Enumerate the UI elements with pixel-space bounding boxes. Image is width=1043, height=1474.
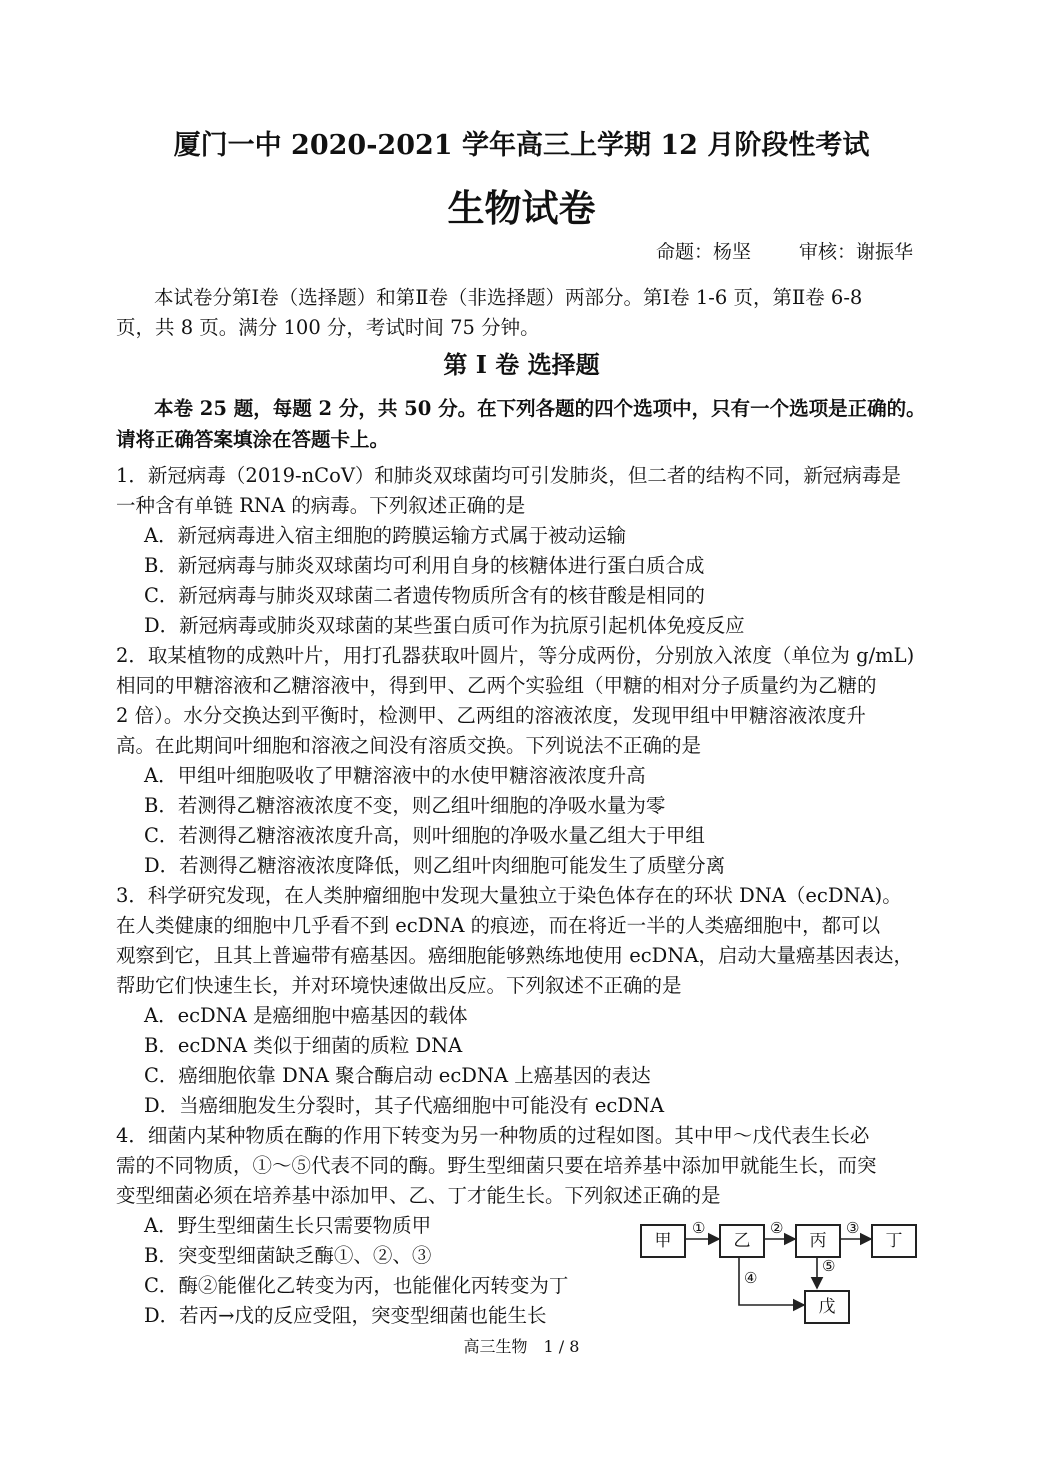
enzyme-2-label: ② [770,1219,784,1237]
question-4-line-3: 变型细菌必须在培养基中添加甲、乙、丁才能生长。下列叙述正确的是 [116,1184,721,1207]
node-bing: 丙 [795,1224,841,1258]
question-3-line-4: 帮助它们快速生长，并对环境快速做出反应。下列叙述不正确的是 [116,974,682,997]
question-4-line-2: 需的不同物质，①～⑤代表不同的酶。野生型细菌只要在培养基中添加甲就能生长，而突 [116,1154,877,1177]
node-jia: 甲 [640,1224,686,1258]
intro-line-2: 页，共 8 页。满分 100 分，考试时间 75 分钟。 [116,316,540,339]
question-1-option-d: D．新冠病毒或肺炎双球菌的某些蛋白质可作为抗原引起机体免疫反应 [144,614,745,637]
question-4-line-1: 4．细菌内某种物质在酶的作用下转变为另一种物质的过程如图。其中甲～戊代表生长必 [116,1124,870,1147]
question-4-option-d: D．若丙→戊的反应受阻，突变型细菌也能生长 [144,1304,547,1327]
question-1-line-2: 一种含有单链 RNA 的病毒。下列叙述正确的是 [116,494,526,517]
question-3-line-1: 3．科学研究发现，在人类肿瘤细胞中发现大量独立于染色体存在的环状 DNA（ecDNA)。 [116,884,902,907]
enzyme-1-label: ① [692,1219,706,1237]
question-2-option-b: B．若测得乙糖溶液浓度不变，则乙组叶细胞的净吸水量为零 [144,794,666,817]
enzyme-5-label: ⑤ [822,1257,836,1275]
question-2-option-c: C．若测得乙糖溶液浓度升高，则叶细胞的净吸水量乙组大于甲组 [144,824,705,847]
question-2-line-4: 高。在此期间叶细胞和溶液之间没有溶质交换。下列说法不正确的是 [116,734,702,757]
question-2-line-3: 2 倍）。水分交换达到平衡时，检测甲、乙两组的溶液浓度，发现甲组中甲糖溶液浓度升 [116,704,866,727]
question-3-option-a: A．ecDNA 是癌细胞中癌基因的载体 [144,1004,468,1027]
question-2-line-1: 2．取某植物的成熟叶片，用打孔器获取叶圆片，等分成两份，分别放入浓度（单位为 g/mL) [116,644,915,667]
exam-subtitle: 生物试卷 [447,186,596,230]
question-4-option-c: C．酶②能催化乙转变为丙，也能催化丙转变为丁 [144,1274,569,1297]
page-footer: 高三生物 1 / 8 [463,1337,580,1356]
question-2-option-d: D．若测得乙糖溶液浓度降低，则乙组叶肉细胞可能发生了质壁分离 [144,854,726,877]
node-yi: 乙 [719,1224,765,1258]
section-instruction-1: 本卷 25 题，每题 2 分，共 50 分。在下列各题的四个选项中，只有一个选项是正确的。 [154,397,926,420]
exam-title: 厦门一中 2020-2021 学年高三上学期 12 月阶段性考试 [173,130,870,161]
question-3-option-c: C．癌细胞依靠 DNA 聚合酶启动 ecDNA 上癌基因的表达 [144,1064,651,1087]
enzyme-3-label: ③ [846,1219,860,1237]
question-4-option-b: B．突变型细菌缺乏酶①、②、③ [144,1244,432,1267]
question-4-option-a: A．野生型细菌生长只需要物质甲 [144,1214,432,1237]
question-1-option-a: A．新冠病毒进入宿主细胞的跨膜运输方式属于被动运输 [144,524,627,547]
intro-line-1: 本试卷分第Ⅰ卷（选择题）和第Ⅱ卷（非选择题）两部分。第Ⅰ卷 1-6 页，第Ⅱ卷 6-8 [154,286,863,309]
reviewer: 审核：谢振华 [799,241,914,263]
question-3-option-d: D．当癌细胞发生分裂时，其子代癌细胞中可能没有 ecDNA [144,1094,665,1117]
node-wu: 戊 [804,1290,850,1324]
node-ding: 丁 [871,1224,917,1258]
author: 命题：杨坚 [656,241,752,263]
question-3-option-b: B．ecDNA 类似于细菌的质粒 DNA [144,1034,463,1057]
question-3-line-3: 观察到它，且其上普遍带有癌基因。癌细胞能够熟练地使用 ecDNA，启动大量癌基因表达， [116,944,913,967]
enzyme-pathway-diagram [640,1218,930,1334]
question-2-line-2: 相同的甲糖溶液和乙糖溶液中，得到甲、乙两个实验组（甲糖的相对分子质量约为乙糖的 [116,674,877,697]
section-title: 第 I 卷 选择题 [443,350,600,379]
question-2-option-a: A．甲组叶细胞吸收了甲糖溶液中的水使甲糖溶液浓度升高 [144,764,646,787]
enzyme-4-label: ④ [744,1269,758,1287]
question-1-option-c: C．新冠病毒与肺炎双球菌二者遗传物质所含有的核苷酸是相同的 [144,584,705,607]
section-instruction-2: 请将正确答案填涂在答题卡上。 [116,428,390,451]
question-3-line-2: 在人类健康的细胞中几乎看不到 ecDNA 的痕迹，而在将近一半的人类癌细胞中，都可以 [116,914,881,937]
question-1-option-b: B．新冠病毒与肺炎双球菌均可利用自身的核糖体进行蛋白质合成 [144,554,705,577]
author-line [656,237,913,267]
question-1-line-1: 1．新冠病毒（2019-nCoV）和肺炎双球菌均可引发肺炎，但二者的结构不同，新冠病毒是 [116,464,901,487]
